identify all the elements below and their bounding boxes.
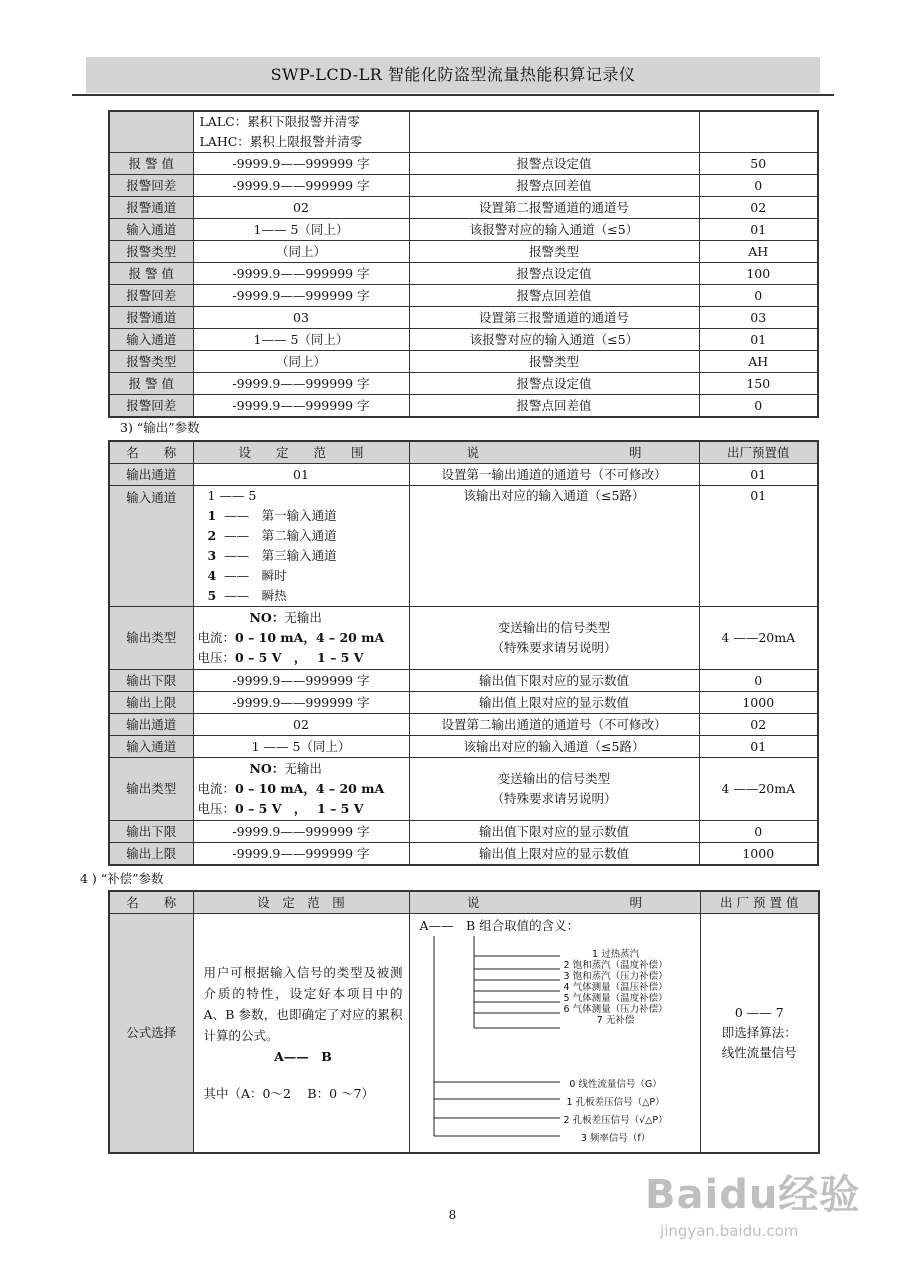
a-options-list [564,949,668,1026]
param-name: 输出下限 [109,670,193,692]
param-default: 0 [699,670,818,692]
param-name: 输入通道 [109,736,193,758]
param-description: 设置第二输出通道的通道号（不可修改） [409,714,699,736]
item-text: —— 瞬热 [224,588,287,603]
section-compensation-label: 4 ) “补偿”参数 [80,871,164,886]
list-item [208,586,407,606]
formula-diagram-cell [409,914,700,1154]
list-item: 1 过热蒸汽 [592,949,640,960]
list-item [208,546,407,566]
desc-line: 变送输出的信号类型 [497,771,611,786]
param-default: 0 [699,395,818,418]
param-range: 1—— 5（同上） [193,329,409,351]
page-title: SWP-LCD-LR 智能化防盗型流量热能积算记录仪 [270,65,636,84]
header-description: 说 明 [409,891,700,914]
param-range: （同上） [193,241,409,263]
formula-explanation: 用户可根据输入信号的类型及被测介质的特性，设定好本项目中的 A、B 参数，也即确定了对应的累积计算的公式。 [203,965,403,1043]
param-default: 01 [699,736,818,758]
param-default: 1000 [699,692,818,714]
param-default: 01 [699,464,818,486]
param-name: 报警回差 [109,395,193,418]
voltage-line [198,648,407,668]
table-row [109,464,818,486]
param-name: 报警类型 [109,241,193,263]
header-name: 名 称 [109,441,193,464]
param-range: （同上） [193,351,409,373]
param-description: 输出值下限对应的显示数值 [409,821,699,843]
no-text: 无输出 [284,761,322,776]
param-name: 输入通道 [109,329,193,351]
item-text: —— 第三输入通道 [224,548,337,563]
param-range: -9999.9——999999 字 [193,263,409,285]
param-default: 0 [699,175,818,197]
default-line: 0 —— 7 [734,1005,784,1020]
item-number: 3 [207,548,217,563]
diagram-title: A—— B 组合取值的含义： [419,918,580,933]
param-default: 02 [699,197,818,219]
alarm-parameter-table [108,110,819,418]
param-range: 03 [193,307,409,329]
param-range: 02 [193,714,409,736]
param-description: 设置第三报警通道的通道号 [409,307,699,329]
no-text: 无输出 [284,610,322,625]
param-default: 100 [699,263,818,285]
param-default: AH [699,241,818,263]
list-item: 7 无补偿 [596,1015,635,1026]
list-item: 2 饱和蒸汽（温度补偿） [563,960,668,971]
param-default [700,914,819,1154]
param-default: 01 [699,486,818,607]
param-description: 报警点回差值 [409,395,699,418]
table-row [109,153,818,175]
no-label: NO： [249,610,285,625]
param-description: 报警类型 [409,241,699,263]
param-range: 1 —— 5（同上） [193,736,409,758]
input-channel-list [193,486,409,607]
list-item: 3 频率信号（f） [580,1133,651,1144]
list-item [208,566,407,586]
table-row [109,736,818,758]
param-description: 设置第二报警通道的通道号 [409,197,699,219]
section-output-label: 3) “输出”参数 [120,420,200,435]
param-name: 输出上限 [109,692,193,714]
ab-limits: 其中（A：0～2 B：0 ～7） [203,1086,374,1101]
watermark-logo: Baidu经验 [645,1172,861,1218]
param-description: 报警点回差值 [409,175,699,197]
watermark-url: jingyan.baidu.com [660,1222,799,1240]
param-description: 该输出对应的输入通道（≤5路） [409,486,699,607]
param-range: -9999.9——999999 字 [193,692,409,714]
param-default: 01 [699,219,818,241]
table-row [109,285,818,307]
header-name: 名 称 [109,891,193,914]
output-type-options [193,758,409,821]
param-range: -9999.9——999999 字 [193,285,409,307]
desc-line: 变送输出的信号类型 [497,620,611,635]
table-row [109,263,818,285]
param-default: 4 ——20mA [699,607,818,670]
table-row [109,197,818,219]
param-description: 该输出对应的输入通道（≤5路） [409,736,699,758]
param-range: 1—— 5（同上） [193,219,409,241]
desc-cell [409,111,699,153]
param-name: 输出下限 [109,821,193,843]
list-item: 2 孔板差压信号（√△P） [563,1115,668,1126]
param-range: -9999.9——999999 字 [193,843,409,866]
param-description: 报警点设定值 [409,153,699,175]
range-head: 1 —— 5 [207,488,257,503]
param-default: 0 [699,285,818,307]
param-name: 报警回差 [109,175,193,197]
header-divider [72,94,834,96]
table-row [109,692,818,714]
param-name: 输出通道 [109,714,193,736]
table-row [109,821,818,843]
param-name: 报警类型 [109,351,193,373]
table-row [109,714,818,736]
ab-label: A—— B [274,1049,332,1064]
param-description: 报警点设定值 [409,263,699,285]
param-name: 公式选择 [109,914,193,1154]
current-line [198,628,407,648]
current-line [198,779,407,799]
table-row [109,373,818,395]
table-header-row [109,441,818,464]
table-row [109,607,818,670]
param-default: 01 [699,329,818,351]
param-name: 报 警 值 [109,263,193,285]
param-name: 输出上限 [109,843,193,866]
default-line: 线性流量信号 [721,1045,797,1060]
current-values: 0 – 10 mA，4 – 20 mA [235,630,385,645]
param-range: -9999.9——999999 字 [193,153,409,175]
voltage-label: 电压： [197,801,236,816]
lalc-description: LALC：累积下限报警并清零 [199,114,360,129]
param-description: 输出值下限对应的显示数值 [409,670,699,692]
item-number: 2 [207,528,217,543]
param-range: -9999.9——999999 字 [193,175,409,197]
lahc-description: LAHC：累积上限报警并清零 [199,134,363,149]
param-description: 设置第一输出通道的通道号（不可修改） [409,464,699,486]
output-parameter-table [108,440,819,866]
param-default: 150 [699,373,818,395]
header-default: 出 厂 预 置 值 [700,891,819,914]
param-description: 该报警对应的输入通道（≤5） [409,329,699,351]
param-range: 02 [193,197,409,219]
name-cell [109,111,193,153]
header-range: 设 定 范 围 [193,891,409,914]
header-range: 设 定 范 围 [193,441,409,464]
param-description [409,758,699,821]
item-text: —— 瞬时 [224,568,287,583]
header-default: 出厂预置值 [699,441,818,464]
current-label: 电流： [197,781,236,796]
param-description: 报警点设定值 [409,373,699,395]
list-item: 4 气体测量（温压补偿） [563,982,668,993]
default-cell [699,111,818,153]
voltage-values: 0 – 5 V ， 1 – 5 V [235,801,364,816]
voltage-values: 0 – 5 V ， 1 – 5 V [235,650,364,665]
no-output-line [198,608,407,628]
param-default: 4 ——20mA [699,758,818,821]
param-range: -9999.9——999999 字 [193,373,409,395]
table-row [109,351,818,373]
param-name: 输入通道 [109,219,193,241]
current-values: 0 – 10 mA，4 – 20 mA [235,781,385,796]
table-row [109,758,818,821]
list-item: 3 饱和蒸汽（压力补偿） [563,971,668,982]
default-line: 即选择算法： [721,1025,797,1040]
formula-range-cell [193,914,409,1154]
table-row [109,914,819,1154]
param-default: 50 [699,153,818,175]
param-name: 报 警 值 [109,153,193,175]
param-name: 报警通道 [109,197,193,219]
table-row [109,241,818,263]
item-text: —— 第一输入通道 [224,508,337,523]
param-default: AH [699,351,818,373]
param-default: 1000 [699,843,818,866]
param-name: 输出类型 [109,607,193,670]
list-item [208,506,407,526]
voltage-label: 电压： [197,650,236,665]
param-name: 报警回差 [109,285,193,307]
param-description: 该报警对应的输入通道（≤5） [409,219,699,241]
table-header-row [109,891,819,914]
no-label: NO： [249,761,285,776]
output-type-options [193,607,409,670]
table-row [109,111,818,153]
param-range: -9999.9——999999 字 [193,670,409,692]
param-default: 0 [699,821,818,843]
table-row [109,175,818,197]
item-number: 4 [207,568,217,583]
b-options-list [564,1076,668,1148]
table-row [109,395,818,418]
param-description: 报警点回差值 [409,285,699,307]
table-row [109,219,818,241]
param-description: 输出值上限对应的显示数值 [409,692,699,714]
param-range: 01 [193,464,409,486]
page-number: 8 [448,1208,457,1222]
desc-line: （特殊要求请另说明） [491,640,617,655]
param-description: 报警类型 [409,351,699,373]
param-range: -9999.9——999999 字 [193,395,409,418]
table-row [109,843,818,866]
compensation-parameter-table [108,890,820,1154]
item-number: 5 [207,588,217,603]
param-default: 02 [699,714,818,736]
table-row [109,329,818,351]
param-name: 输出类型 [109,758,193,821]
param-name: 报 警 值 [109,373,193,395]
param-default: 03 [699,307,818,329]
param-name: 报警通道 [109,307,193,329]
param-name: 输入通道 [109,486,193,607]
item-text: —— 第二输入通道 [224,528,337,543]
no-output-line [198,759,407,779]
param-description: 输出值上限对应的显示数值 [409,843,699,866]
current-label: 电流： [197,630,236,645]
desc-line: （特殊要求请另说明） [491,791,617,806]
list-item: 6 气体测量（压力补偿） [563,1004,668,1015]
table-row [109,307,818,329]
header-description: 说 明 [409,441,699,464]
list-item: 1 孔板差压信号（△P） [566,1097,665,1108]
item-number: 1 [207,508,217,523]
param-description [409,607,699,670]
param-name: 输出通道 [109,464,193,486]
alarm-mode-cell [193,111,409,153]
voltage-line [198,799,407,819]
list-item: 0 线性流量信号（G） [569,1079,662,1090]
table-row [109,670,818,692]
list-item [208,526,407,546]
list-item: 5 气体测量（温度补偿） [563,993,668,1004]
table-row [109,486,818,607]
param-range: -9999.9——999999 字 [193,821,409,843]
